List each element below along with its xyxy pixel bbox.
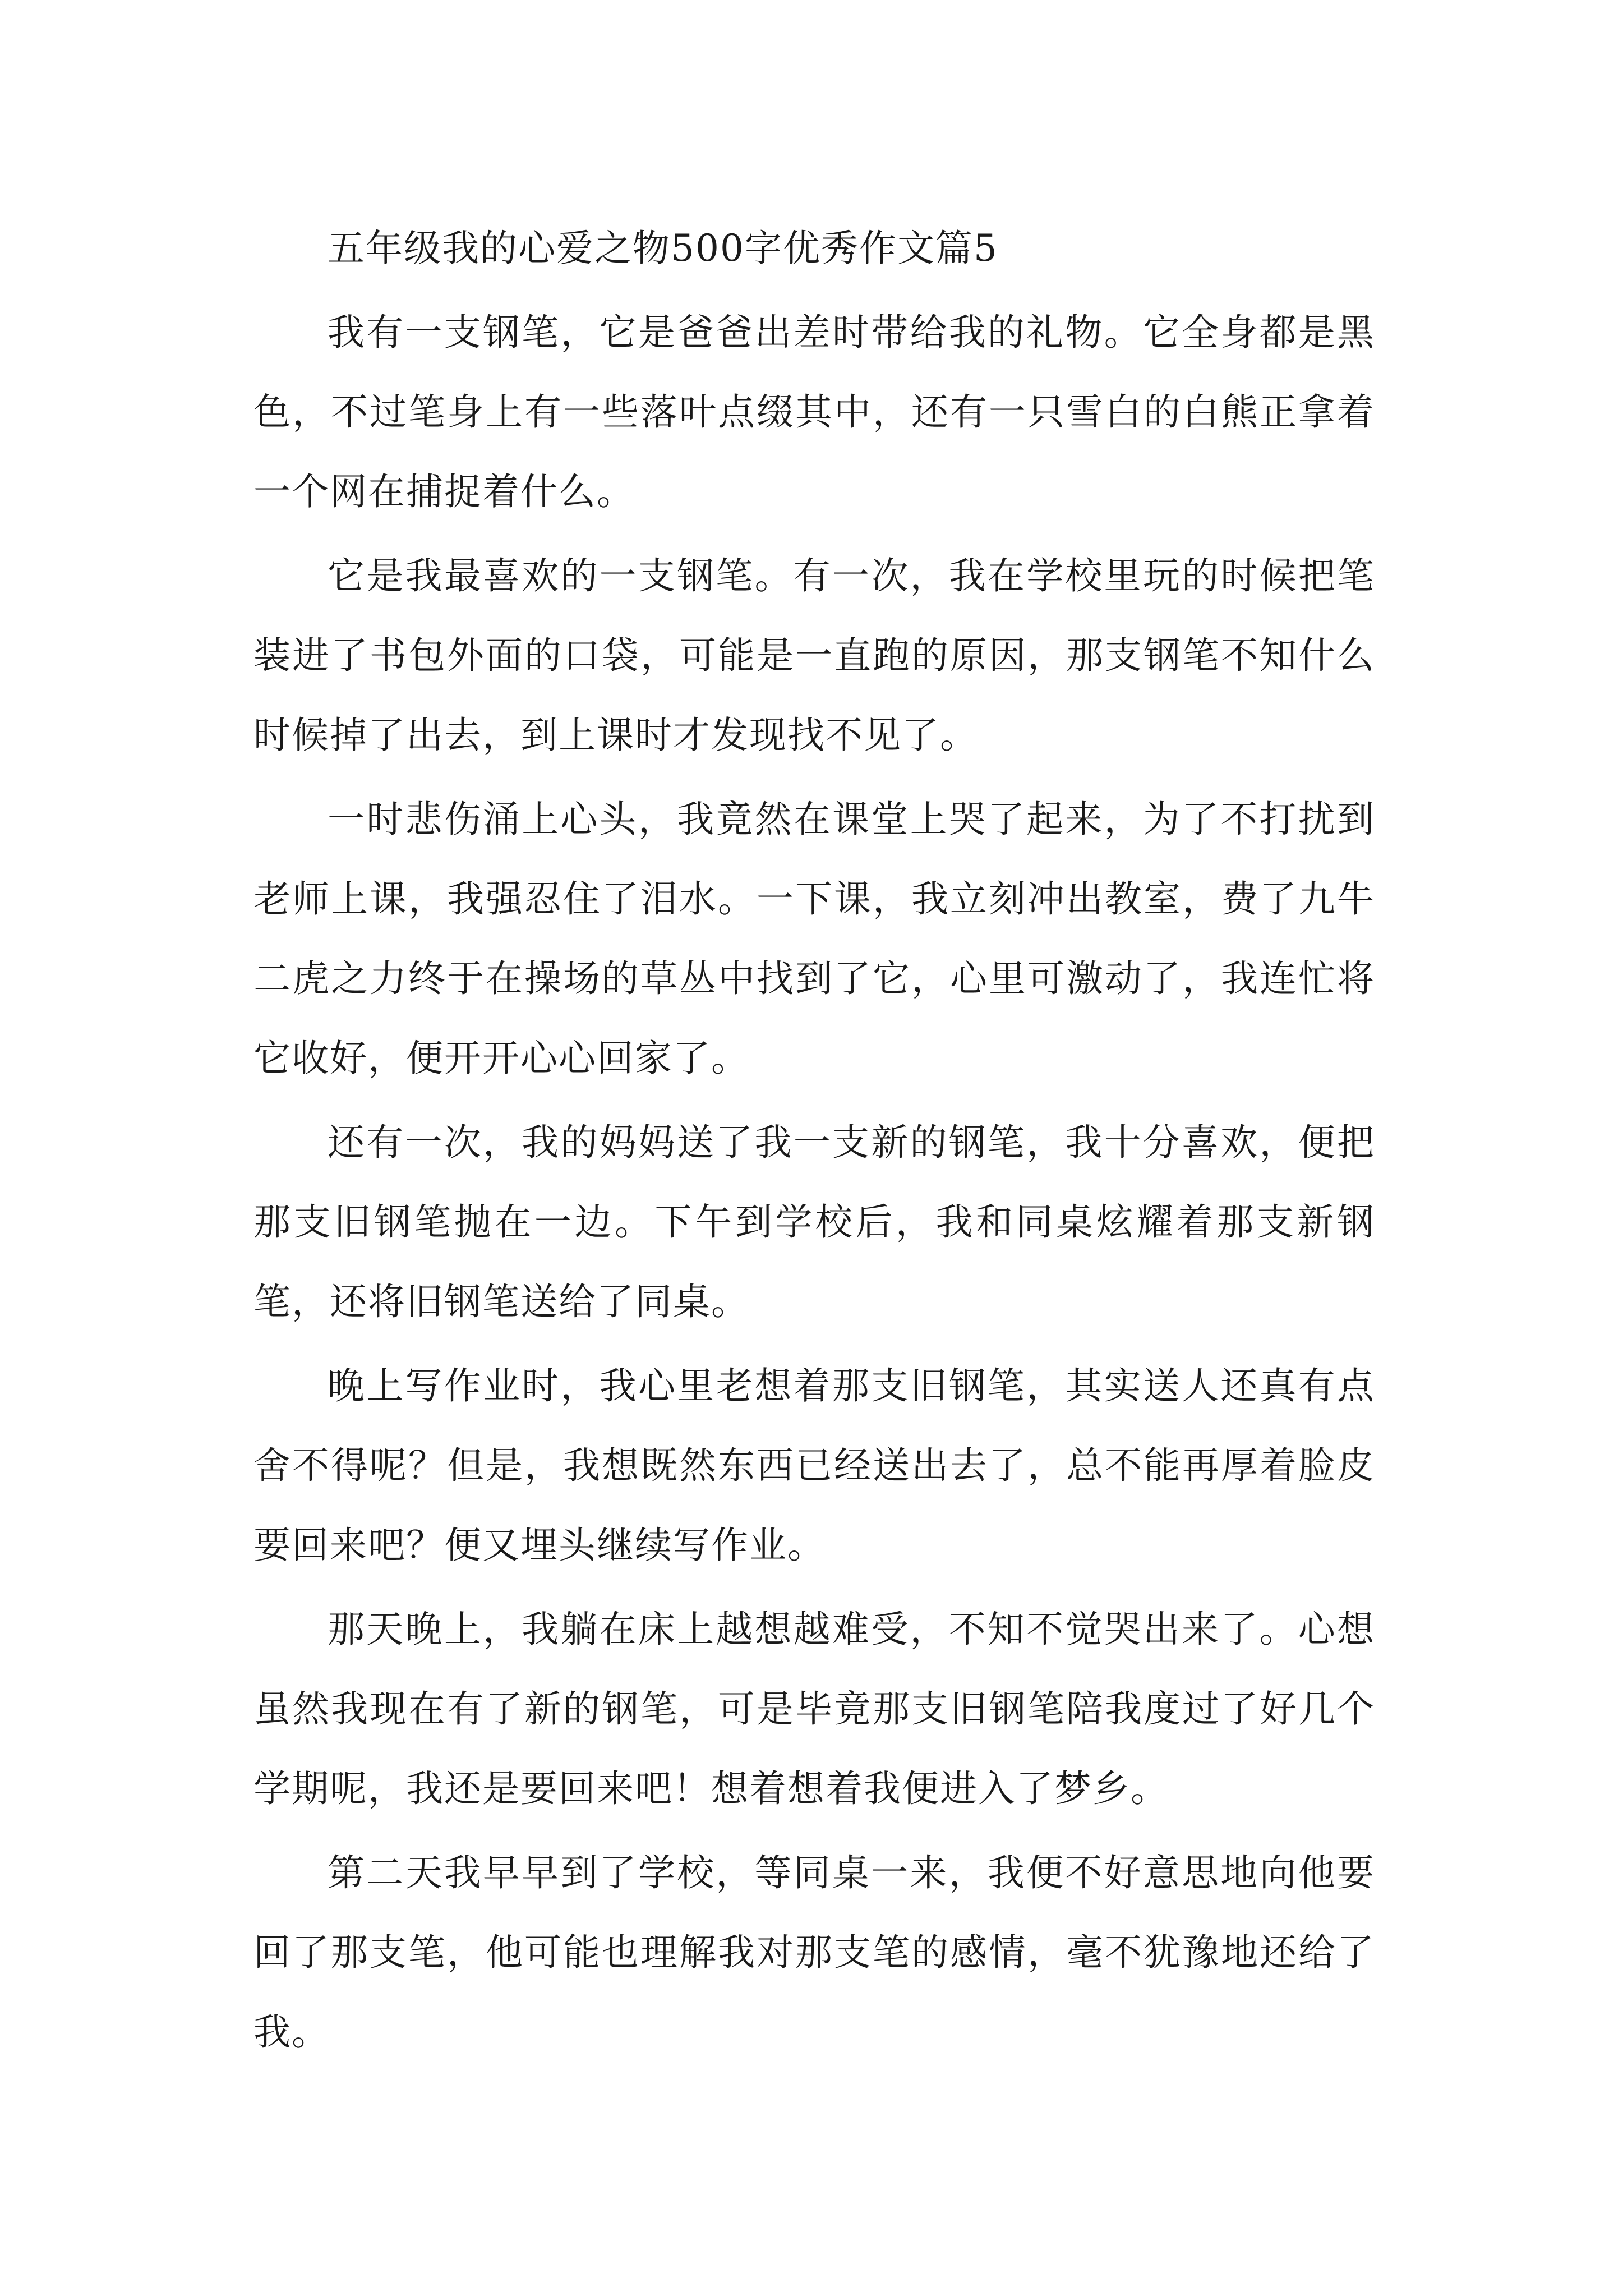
paragraph-6: 那天晚上，我躺在床上越想越难受，不知不觉哭出来了。心想虽然我现在有了新的钢笔，可是毕竟那支旧钢笔陪我度过了好几个学期呢，我还是要回来吧！想着想着我便进入了梦乡。 [253, 1608, 1375, 1810]
paragraph-1: 我有一支钢笔，它是爸爸出差时带给我的礼物。它全身都是黑色，不过笔身上有一些落叶点缀其中，还有一只雪白的白熊正拿着一个网在捕捉着什么。 [253, 311, 1375, 513]
document-title: 五年级我的心爱之物500字优秀作文篇5 [328, 227, 998, 270]
paragraph-5: 晚上写作业时，我心里老想着那支旧钢笔，其实送人还真有点舍不得呢？但是，我想既然东西已经送出去了，总不能再厚着脸皮要回来吧？便又埋头继续写作业。 [253, 1364, 1375, 1567]
document-body [253, 209, 1375, 2077]
paragraph-7: 第二天我早早到了学校，等同桌一来，我便不好意思地向他要回了那支笔，他可能也理解我对那支笔的感情，毫不犹豫地还给了我。 [253, 1851, 1375, 2054]
paragraph-3: 一时悲伤涌上心头，我竟然在课堂上哭了起来，为了不打扰到老师上课，我强忍住了泪水。一下课，我立刻冲出教室，费了九牛二虎之力终于在操场的草丛中找到了它，心里可激动了，我连忙将它收好，便开开心心回家了。 [253, 798, 1375, 1080]
paragraph-4: 还有一次，我的妈妈送了我一支新的钢笔，我十分喜欢，便把那支旧钢笔抛在一边。下午到学校后，我和同桌炫耀着那支新钢笔，还将旧钢笔送给了同桌。 [253, 1121, 1375, 1323]
paragraph-2: 它是我最喜欢的一支钢笔。有一次，我在学校里玩的时候把笔装进了书包外面的口袋，可能是一直跑的原因，那支钢笔不知什么时候掉了出去，到上课时才发现找不见了。 [253, 554, 1375, 757]
